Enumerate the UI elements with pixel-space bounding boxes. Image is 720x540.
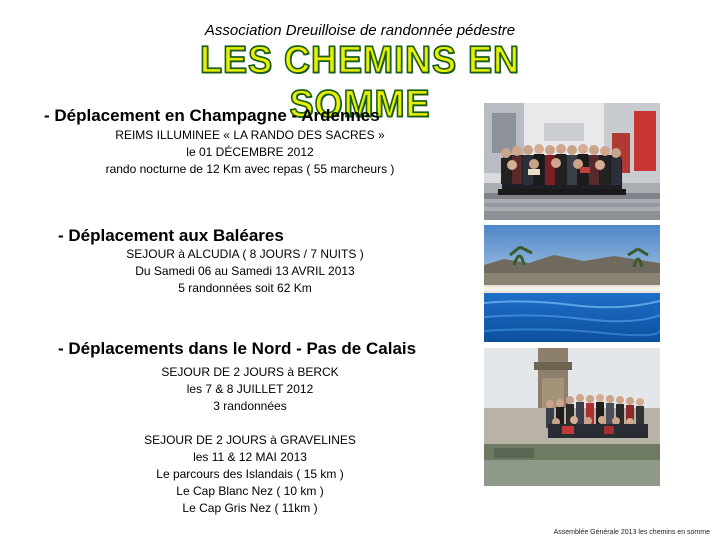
champagne-line-2: le 01 DÉCEMBRE 2012 [186, 145, 314, 159]
berck-line-1: SEJOUR DE 2 JOURS à BERCK [161, 365, 339, 379]
baleares-line-2: Du Samedi 06 au Samedi 13 AVRIL 2013 [135, 264, 355, 278]
heading-baleares: - Déplacement aux Baléares [58, 226, 284, 245]
pool-photo-alcudia [484, 225, 660, 342]
champagne-line-1: REIMS ILLUMINEE « LA RANDO DES SACRES » [115, 128, 385, 142]
heading-nord: - Déplacements dans le Nord - Pas de Calais [58, 339, 417, 358]
berck-line-2: les 7 & 8 JUILLET 2012 [186, 382, 314, 396]
baleares-line-1: SEJOUR à ALCUDIA ( 8 JOURS / 7 NUITS ) [126, 247, 364, 261]
gravelines-line-5: Le Cap Gris Nez ( 11km ) [182, 501, 318, 515]
berck-line-3: 3 randonnées [213, 399, 287, 413]
group-photo-gravelines [484, 348, 660, 486]
berck-details [140, 364, 360, 415]
banner-title: LES CHEMINS EN SOMME [199, 37, 521, 126]
gravelines-details [120, 432, 380, 517]
association-name: Association Dreuilloise de randonnée pédestre [204, 22, 516, 39]
gravelines-line-3: Le parcours des Islandais ( 15 km ) [156, 467, 344, 481]
gravelines-line-1: SEJOUR DE 2 JOURS à GRAVELINES [144, 433, 356, 447]
baleares-line-3: 5 randonnées soit 62 Km [178, 281, 312, 295]
champagne-line-3: rando nocturne de 12 Km avec repas ( 55 marcheurs ) [105, 162, 395, 176]
gravelines-line-2: les 11 & 12 MAI 2013 [193, 450, 307, 464]
baleares-details [100, 246, 390, 297]
group-photo-reims [484, 103, 660, 220]
footer-caption: Assemblée Générale 2013 les chemins en somme [553, 529, 710, 536]
champagne-details [80, 127, 420, 178]
gravelines-line-4: Le Cap Blanc Nez ( 10 km ) [176, 484, 324, 498]
heading-champagne: - Déplacement en Champagne - Ardennes [44, 106, 380, 125]
